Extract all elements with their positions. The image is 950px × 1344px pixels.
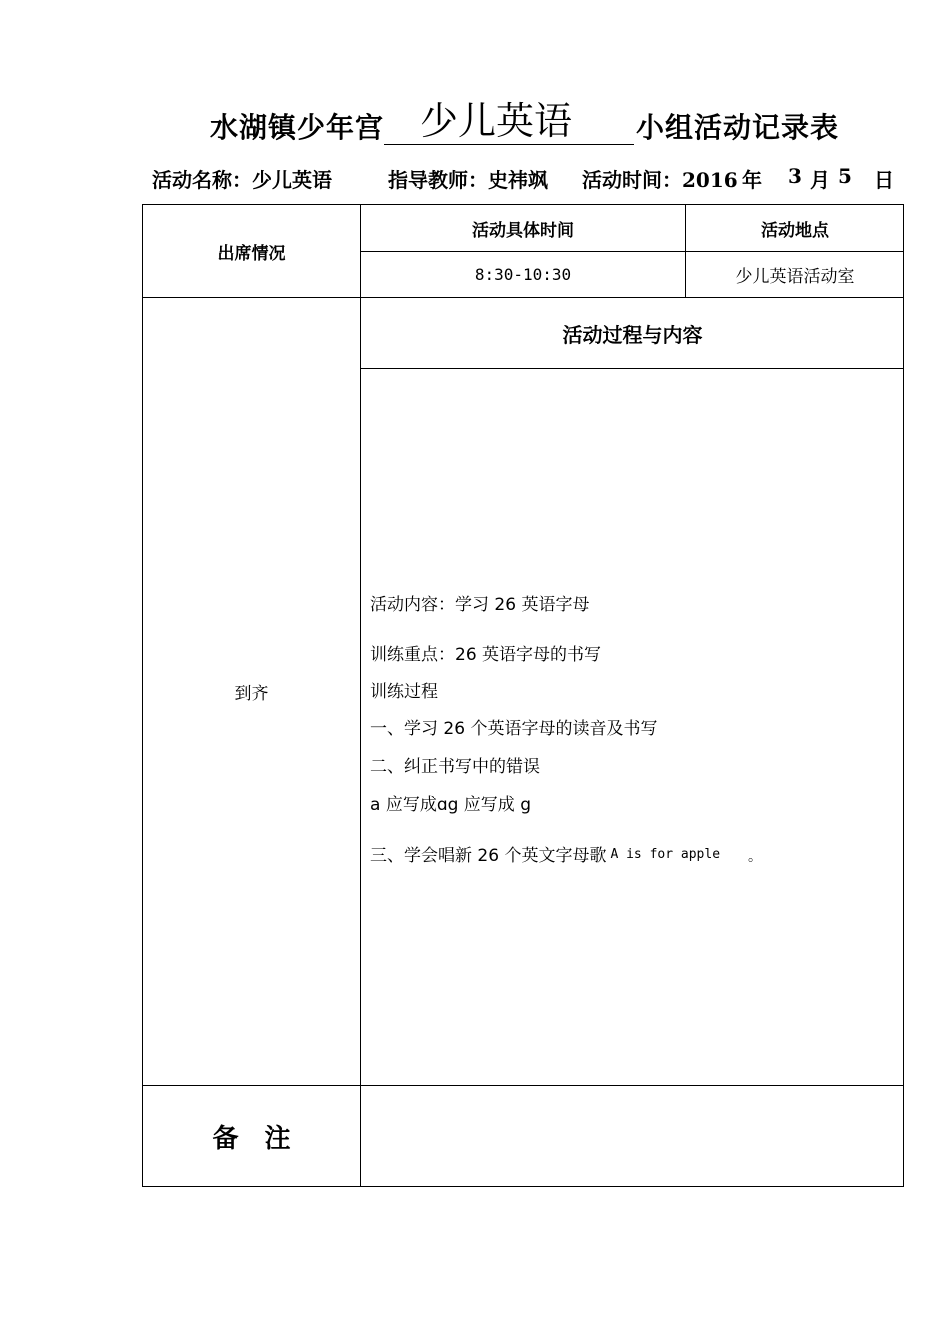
- title-blank-underline: [384, 92, 634, 145]
- attendance-header: 出席情况: [217, 243, 286, 264]
- content-line-7-end: 。: [748, 849, 763, 865]
- title-right: 小组活动记录表: [636, 111, 840, 144]
- day-value: 5: [838, 164, 852, 188]
- remarks-label: 备 注: [212, 1124, 291, 1154]
- attendance-value: 到齐: [234, 684, 269, 704]
- activity-time-label: 活动时间：2016: [582, 168, 738, 192]
- content-line-5: 二、纠正书写中的错误: [370, 757, 540, 777]
- activity-name: 活动名称：少儿英语: [152, 168, 332, 192]
- year-char: 年: [742, 168, 762, 192]
- month-value: 3: [788, 164, 802, 188]
- content-line-3: 训练过程: [370, 682, 438, 702]
- content-line-2: 训练重点：26 英语字母的书写: [370, 645, 602, 665]
- record-table: [142, 204, 904, 1187]
- content-line-6: a 应写成ɑg 应写成 g: [370, 795, 532, 815]
- row-divider-process: [360, 368, 904, 369]
- info-row: [152, 164, 912, 192]
- content-line-4: 一、学习 26 个英语字母的读音及书写: [370, 719, 658, 739]
- song-title: A is for apple: [610, 847, 721, 862]
- document-title: [0, 92, 950, 152]
- title-left: 水湖镇少年宫: [210, 111, 385, 144]
- time-header: 活动具体时间: [472, 220, 574, 241]
- month-char: 月: [810, 168, 830, 192]
- place-value: 少儿英语活动室: [735, 267, 855, 287]
- content-line-7: [370, 841, 762, 866]
- time-value: 8:30-10:30: [474, 265, 572, 284]
- place-header: 活动地点: [761, 220, 829, 241]
- remarks-value: [361, 1086, 904, 1187]
- day-char: 日: [874, 168, 894, 192]
- title-middle: 少儿英语: [420, 99, 573, 143]
- content-line-1: 活动内容：学习 26 英语字母: [370, 595, 590, 615]
- content-line-7-text: 三、学会唱新 26 个英文字母歌: [370, 846, 607, 866]
- teacher: 指导教师：史祎飒: [388, 168, 548, 192]
- process-header: 活动过程与内容: [562, 322, 703, 347]
